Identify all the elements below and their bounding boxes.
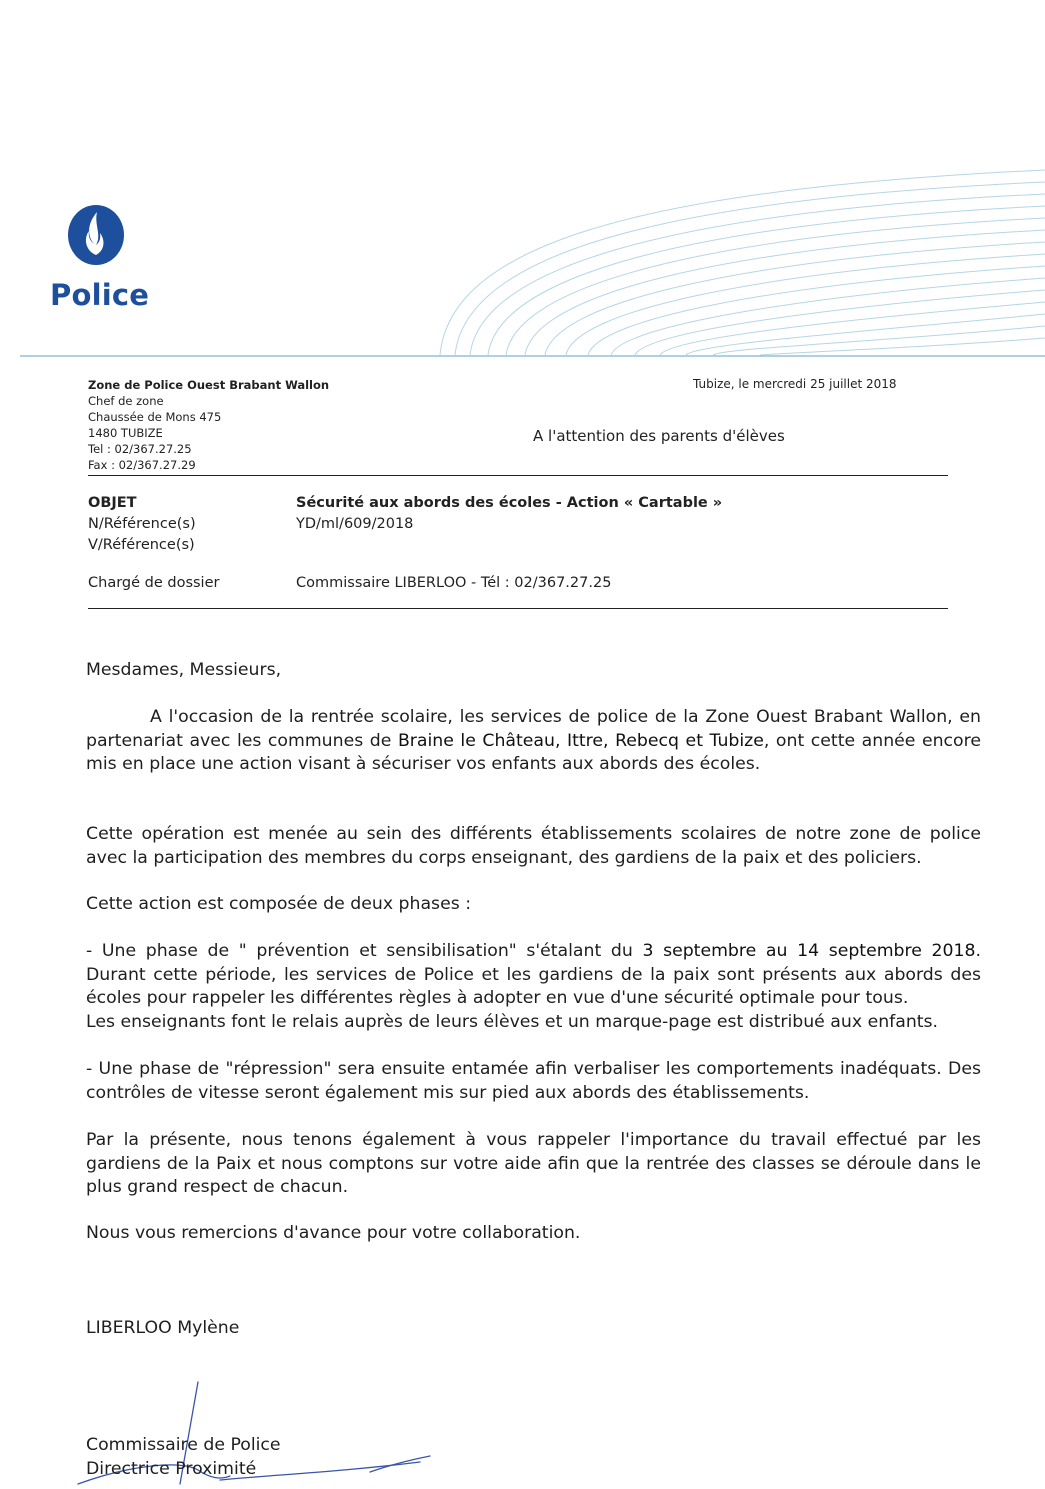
police-logo-text: Police xyxy=(50,278,150,312)
sender-block xyxy=(88,377,329,473)
objet-label: OBJET xyxy=(88,495,137,511)
p1-start: A l'occasion de la rentrée scolaire, les services de police de la Zone Ouest Brabant Wallon, en partenariat avec les communes de xyxy=(86,707,981,751)
paragraph-4 xyxy=(86,940,981,1011)
paragraph-1 xyxy=(86,706,981,777)
sender-fax: Fax : 02/367.27.29 xyxy=(88,458,196,472)
paragraph-7: Nous vous remercions d'avance pour votre collaboration. xyxy=(86,1223,581,1243)
p4-start: - Une phase de " prévention et sensibilisation" s'étalant du xyxy=(86,941,643,961)
sender-org: Zone de Police Ouest Brabant Wallon xyxy=(88,378,330,392)
paragraph-5: - Une phase de "répression" sera ensuite entamée afin verbaliser les comportements inadéquats. Des contrôles de vitesse seront également mis sur pied aux abords des établissements. xyxy=(86,1059,981,1103)
salutation: Mesdames, Messieurs, xyxy=(86,660,282,680)
divider-bottom xyxy=(88,608,948,609)
date-line: Tubize, le mercredi 25 juillet 2018 xyxy=(693,377,897,391)
signatory-title-2: Directrice Proximité xyxy=(86,1459,257,1479)
vref-label: V/Référence(s) xyxy=(88,537,195,553)
p4-dates: 3 septembre au 14 septembre 2018 xyxy=(642,941,976,961)
nref-value: YD/ml/609/2018 xyxy=(296,516,414,532)
objet-value: Sécurité aux abords des écoles - Action « Cartable » xyxy=(296,495,723,511)
divider-top xyxy=(88,475,948,476)
paragraph-4-cont: Les enseignants font le relais auprès de leurs élèves et un marque-page est distribué aux enfants. xyxy=(86,1012,939,1032)
nref-label: N/Référence(s) xyxy=(88,516,196,532)
sender-city: 1480 TUBIZE xyxy=(88,426,163,440)
charge-label: Chargé de dossier xyxy=(88,575,220,591)
signatory-title-1: Commissaire de Police xyxy=(86,1435,281,1455)
sender-tel: Tel : 02/367.27.25 xyxy=(88,442,192,456)
attention-line: A l'attention des parents d'élèves xyxy=(533,427,785,445)
paragraph-2: Cette opération est menée au sein des différents établissements scolaires de notre zone de police avec la participation des membres du corps enseignant, des gardiens de la paix et des policiers. xyxy=(86,824,981,868)
p4-end: . Durant cette période, les services de Police et les gardiens de la paix sont présents aux abords des écoles pour rappeler les différentes règles à adopter en vue d'une sécurité optimale pour tous. xyxy=(86,941,981,1008)
signatory-name: LIBERLOO Mylène xyxy=(86,1318,240,1338)
charge-value: Commissaire LIBERLOO - Tél : 02/367.27.25 xyxy=(296,575,612,591)
p1-end: , ont cette année encore mis en place une action visant à sécuriser vos enfants aux abords des écoles. xyxy=(86,730,981,774)
p1-communes: Braine le Château, Ittre, Rebecq et Tubize xyxy=(397,730,764,751)
paragraph-6: Par la présente, nous tenons également à vous rappeler l'importance du travail effectué par les gardiens de la Paix et nous comptons sur votre aide afin que la rentrée des classes se déroule dans le plus grand respect de chacun. xyxy=(86,1130,981,1197)
header-wave-graphic xyxy=(0,160,1045,360)
sender-street: Chaussée de Mons 475 xyxy=(88,410,222,424)
sender-role: Chef de zone xyxy=(88,394,164,408)
paragraph-3: Cette action est composée de deux phases : xyxy=(86,894,472,914)
